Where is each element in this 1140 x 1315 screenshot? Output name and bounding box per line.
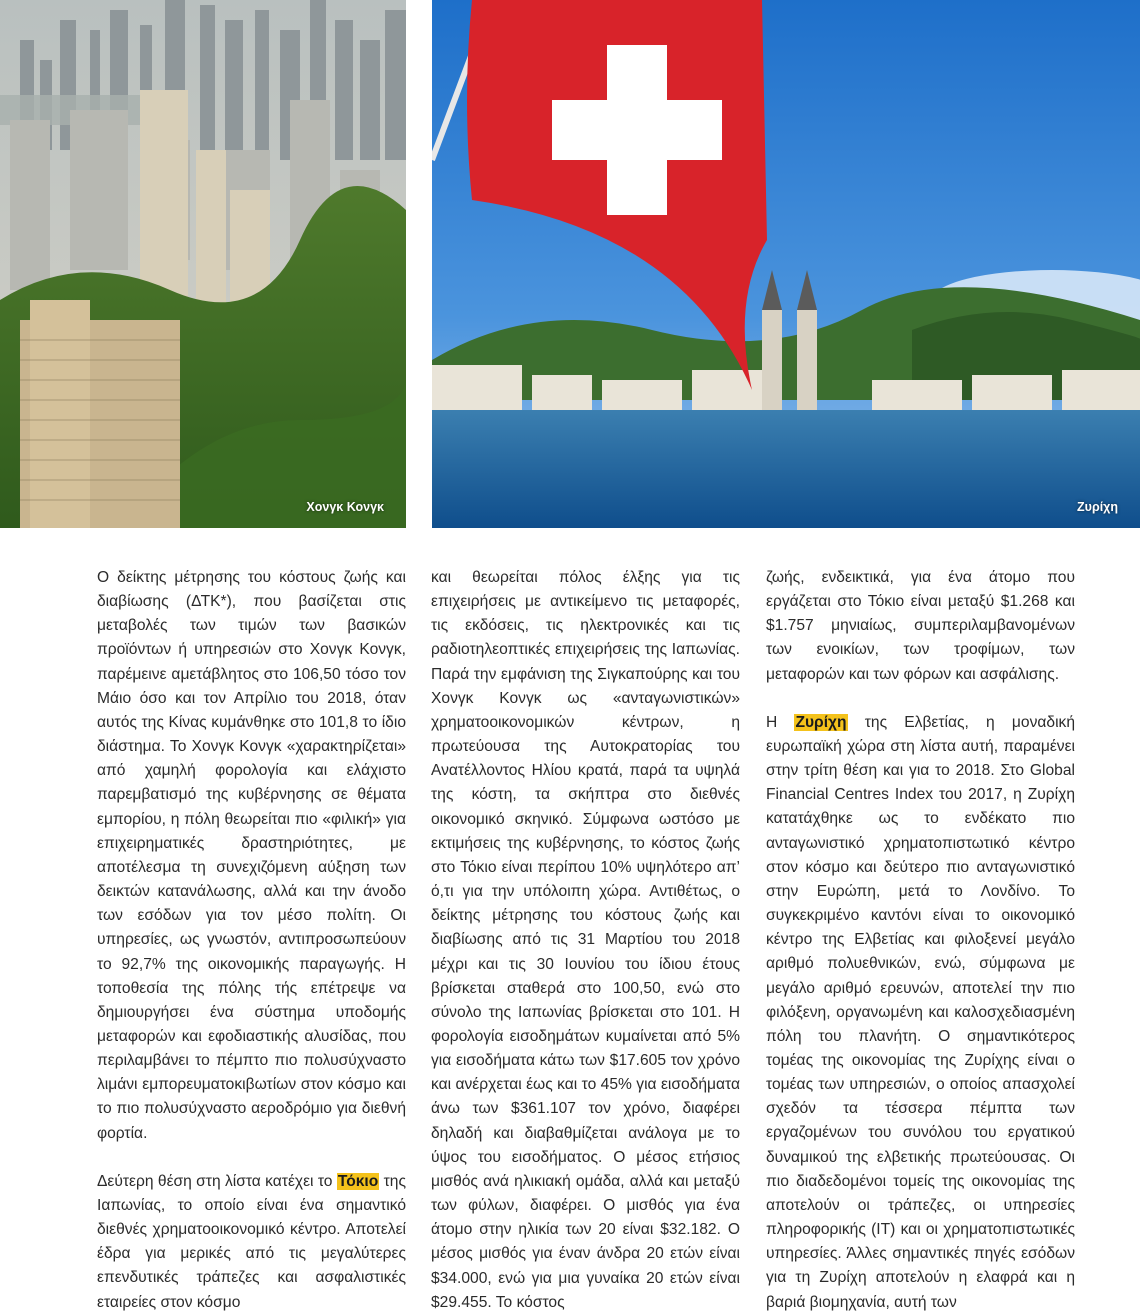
- zurich-highlight: Ζυρίχη: [795, 713, 847, 731]
- zurich-flag-lake-illustration: [432, 0, 1140, 528]
- paragraph-tokyo-intro: [97, 1170, 406, 1315]
- zurich-photo: [432, 0, 1140, 528]
- zurich-caption: Ζυρίχη: [1077, 500, 1118, 514]
- tokyo-intro-text-end: της Ιαπωνίας, το οποίο είναι ένα σημαντικό διεθνές χρηματοοικονομικό κέντρο. Αποτελεί έδρα για μερικές από τις μεγαλύτερες επενδυτικές τράπεζες και ασφαλιστικές εταιρείες στον κόσμο: [97, 1172, 406, 1311]
- article-column-2: [431, 566, 740, 1315]
- hong-kong-skyline-illustration: [0, 0, 406, 528]
- tokyo-highlight: Τόκιο: [337, 1172, 379, 1190]
- paragraph-tokyo-cost: ζωής, ενδεικτικά, για ένα άτομο που εργάζεται στο Τόκιο είναι μεταξύ $1.268 και $1.757 μηνιαίως, συμπεριλαμβανομένων των ενοικίων, των τροφίμων, των μεταφορών και των φόρων και ασφάλισης.: [766, 569, 1075, 683]
- zurich-text-end: της Ελβετίας, η μοναδική ευρωπαϊκή χώρα στη λίστα αυτή, παραμένει στην τρίτη θέση και για το 2018. Στο Global Financial Centres Index του 2017, η Ζυρίχη κατατάχθηκε ως το ενδέκατο πιο ανταγωνιστικό χρηματοπιστωτικό κέντρο στον κόσμο και δεύτερο πιο ανταγωνιστικό στην Ευρώπη, μετά το Λονδίνο. Το συγκεκριμένο καντόνι είναι το οικονομικό κέντρο της Ελβετίας και φιλοξενεί μεγάλο αριθμό πολυεθνικών, ενώ, σύμφωνα με μεγάλο αριθμό ερευνών, αποτελεί την πιο φιλόξενη, οργανωμένη και καλοσχεδιασμένη πόλη του πλανήτη. Ο σημαντικότερος τομέας της οικονομίας της Ζυρίχης είναι ο τομέας των υπηρεσιών, ο οποίος απασχολεί σχεδόν τα τέσσερα πέμπτα των εργαζομένων του συνόλου του εργατικού δυναμικού της ελβετικής πρωτεύουσας. Οι πιο διαδεδομένοι τομείς της οικονομίας της αποτελούν οι τράπεζες, οι υπηρεσίες πληροφορικής (IT) και οι χρηματοπιστωτικές υπηρεσίες. Άλλες σημαντικές πηγές εσόδων για τη Ζυρίχη αποτελούν η ελαφρά και η βαριά βιομηχανία, αυτή των: [766, 713, 1075, 1311]
- paragraph-hong-kong: Ο δείκτης μέτρησης του κόστους ζωής και διαβίωσης (ΔΤΚ*), που βασίζεται στις μεταβολές των τιμών των βασικών προϊόντων ή υπηρεσιών στο Χονγκ Κονγκ, παρέμεινε αμετάβλητος στο 106,50 τόσο τον Μάιο όσο και τον Απρίλιο του 2018, όταν αυτός της Κίνας κυμάνθηκε στο 101,8 το ίδιο διάστημα. Το Χονγκ Κονγκ «χαρακτηρίζεται» από χαμηλή φορολογία και ελάχιστο παρεμβατισμό της κυβέρνησης σε θέματα εμπορίου, η πόλη θεωρείται πιο «φιλική» για επιχειρηματικές δραστηριότητες, με αποτέλεσμα τη συνεχιζόμενη αύξηση των δεικτών κατανάλωσης, αλλά και την άνοδο των εσόδων για τον μέσο πολίτη. Οι υπηρεσίες, ως γνωστόν, αντιπροσωπεύουν το 92,7% της οικονομικής παραγωγής. Η τοποθεσία της πόλης τής επέτρεψε να δημιουργήσει ένα σύστημα υποδομής μεταφορών και εφοδιαστικής αλυσίδας, που περιλαμβάνει το πέμπτο πιο πολυσύχναστο λιμάνι εμπορευματοκιβωτίων στον κόσμο και το πιο πολυσύχναστο αεροδρόμιο για διεθνή φορτία.: [97, 569, 406, 1142]
- tokyo-intro-text-start: Δεύτερη θέση στη λίστα κατέχει το: [97, 1172, 337, 1190]
- article-column-3: [766, 566, 1075, 1315]
- hong-kong-caption: Χονγκ Κονγκ: [306, 500, 384, 514]
- zurich-text-start: Η: [766, 713, 795, 731]
- article-column-1: [97, 566, 406, 1315]
- paragraph-zurich: [766, 711, 1075, 1315]
- hong-kong-photo: [0, 0, 406, 528]
- paragraph-tokyo: και θεωρείται πόλος έλξης για τις επιχειρήσεις με αντικείμενο τις μεταφορές, τις εκδόσεις, τις ηλεκτρονικές και τις ραδιοτηλεοπτικές επιχειρήσεις της Ιαπωνίας. Παρά την εμφάνιση της Σιγκαπούρης και του Χονγκ Κονγκ ως «ανταγωνιστικών» χρηματοοικονομικών κέντρων, η πρωτεύουσα της Αυτοκρατορίας του Ανατέλλοντος Ηλίου κρατά, παρά τα υψηλά της κόστη, τα σκήπτρα στο διεθνές οικονομικό σκηνικό. Σύμφωνα ωστόσο με εκτιμήσεις της κυβέρνησης, το κόστος ζωής στο Τόκιο είναι περίπου 10% υψηλότερο απ’ ό,τι για την υπόλοιπη χώρα. Αντιθέτως, ο δείκτης μέτρησης του κόστους ζωής και διαβίωσης από τις 31 Μαρτίου του 2018 μέχρι και τις 30 Ιουνίου του ίδιου έτους βρίσκεται σταθερά στο 100,50, ενώ στο σύνολο της Ιαπωνίας βρίσκεται στο 101. Η φορολογία εισοδημάτων κυμαίνεται από 5% για εισοδήματα κάτω των $17.605 τον χρόνο και ανέρχεται έως και το 45% για εισοδήματα άνω των $361.107 τον χρόνο, διαφέρει δηλαδή και διαβαθμίζεται ανάλογα με το ύψος του εισοδήματος. Ο μέσος ετήσιος μισθός ανά ηλικιακή ομάδα, αλλά και μεταξύ των φύλων, διαφέρει. Ο μισθός για ένα άτομο στην ηλικία των 20 είναι $32.182. Ο μέσος μισθός για έναν άνδρα 20 ετών είναι $34.000, ενώ για μια γυναίκα 20 ετών είναι $29.455. Το κόστος: [431, 569, 740, 1311]
